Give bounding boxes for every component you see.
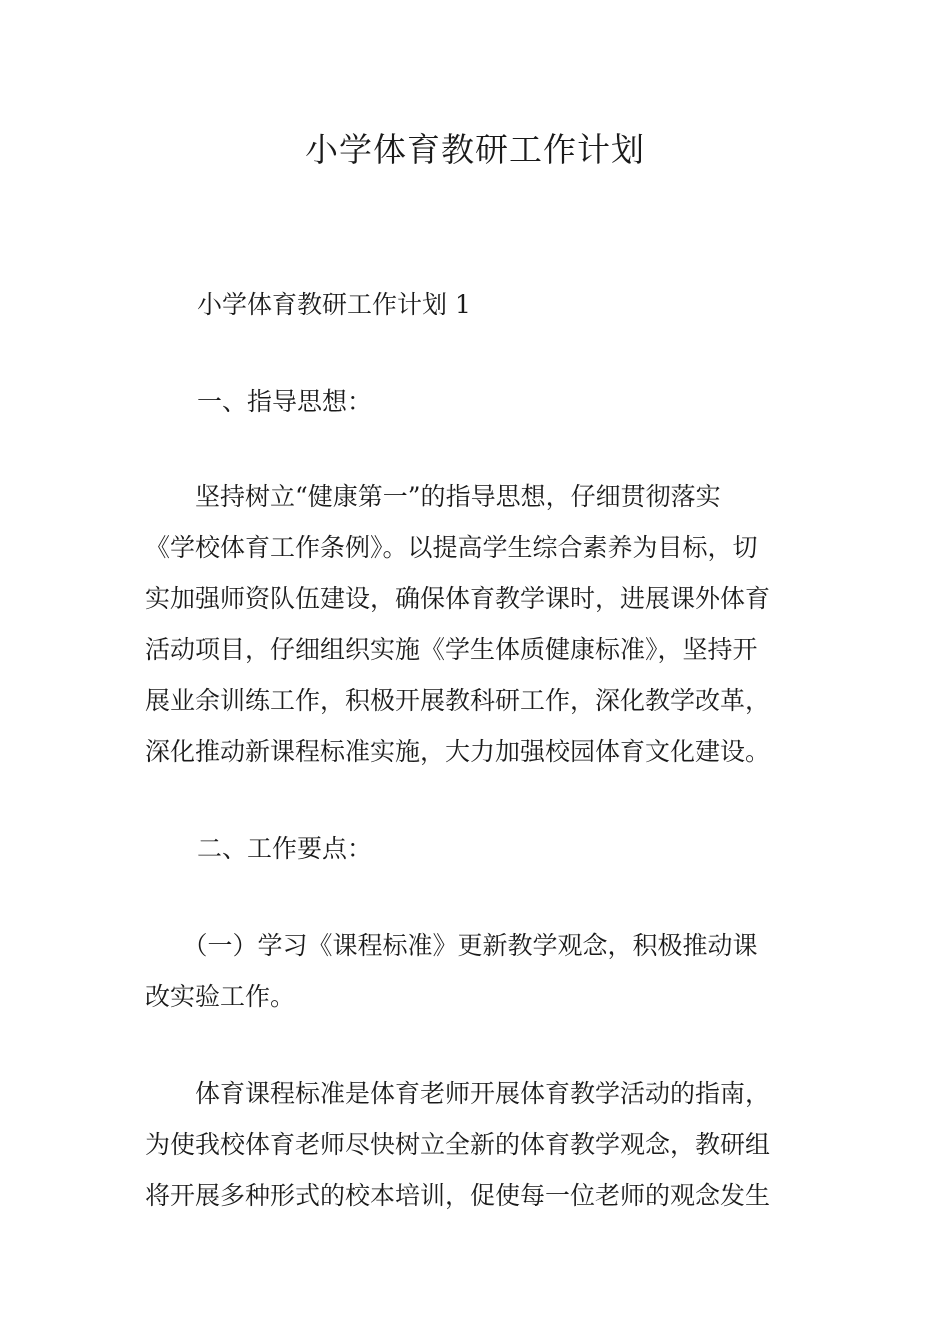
section-1-paragraph: 坚持树立“健康第一”的指导思想，仔细贯彻落实 《学校体育工作条例》。以提高学生综合素养为目标，切 实加强师资队伍建设，确保体育教学课时，进展课外体育 活动项目，仔细组织实施《学生体质健康标准》，坚持开 展业余训练工作，积极开展教科研工作，深化教学改革， 深化推动新课程标准实施，大力加强校园体育文化建设。	[145, 482, 771, 766]
document-title: 小学体育教研工作计划	[305, 130, 645, 169]
plan-subtitle: 小学体育教研工作计划 1	[197, 290, 471, 319]
section-1-heading: 一、指导思想：	[197, 387, 373, 416]
subsection-1-paragraph: 体育课程标准是体育老师开展体育教学活动的指南， 为使我校体育老师尽快树立全新的体育教学观念，教研组 将开展多种形式的校本培训，促使每一位老师的观念发生	[145, 1079, 771, 1210]
subsection-1-heading: （一）学习《课程标准》更新教学观念，积极推动课 改实验工作。	[145, 931, 758, 1011]
section-2-heading: 二、工作要点：	[197, 834, 373, 863]
